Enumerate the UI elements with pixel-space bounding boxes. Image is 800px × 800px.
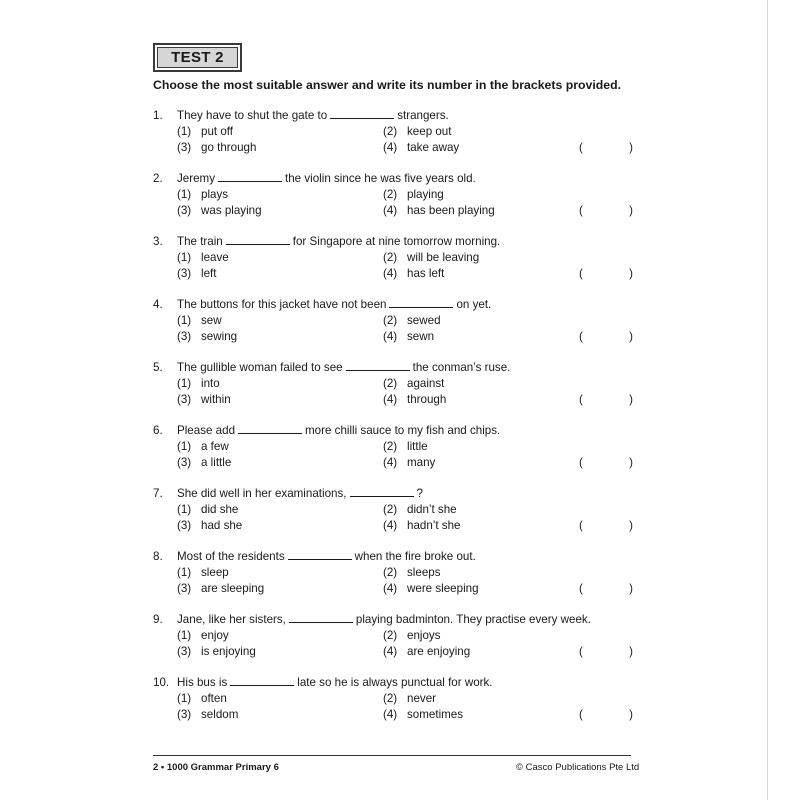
option-number: (4) [383, 708, 398, 721]
stem-after-blank: for Singapore at nine tomorrow morning. [292, 235, 501, 248]
option-3 [177, 141, 256, 154]
option-3 [177, 393, 231, 406]
answer-blank [289, 613, 353, 623]
stem-before-blank: Most of the residents [177, 550, 285, 563]
option-1 [177, 503, 238, 516]
answer-blank [330, 109, 394, 119]
option-text: within [201, 393, 231, 406]
question-number: 2. [153, 172, 163, 185]
question-stem [177, 235, 500, 248]
left-bracket: ( [579, 645, 583, 658]
option-number: (3) [177, 456, 192, 469]
right-bracket: ) [629, 141, 633, 154]
stem-after-blank: more chilli sauce to my fish and chips. [305, 424, 501, 437]
option-1 [177, 566, 229, 579]
option-number: (3) [177, 330, 192, 343]
option-4 [383, 519, 461, 532]
option-number: (2) [383, 692, 398, 705]
option-number: (2) [383, 251, 398, 264]
option-number: (4) [383, 204, 398, 217]
option-text: are sleeping [201, 582, 265, 595]
question-stem [177, 613, 591, 626]
option-1 [177, 251, 229, 264]
option-text: put off [201, 125, 234, 138]
question-item [0, 676, 800, 740]
question-item [0, 298, 800, 362]
stem-after-blank: the violin since he was five years old. [285, 172, 476, 185]
option-number: (4) [383, 645, 398, 658]
option-text: often [201, 692, 227, 705]
option-text: seldom [201, 708, 239, 721]
option-1 [177, 440, 229, 453]
option-3 [177, 582, 264, 595]
question-stem [177, 487, 423, 500]
left-bracket: ( [579, 456, 583, 469]
option-4 [383, 582, 479, 595]
option-4 [383, 204, 495, 217]
option-2 [383, 314, 441, 327]
option-1 [177, 188, 228, 201]
option-number: (4) [383, 267, 398, 280]
option-text: didn’t she [407, 503, 457, 516]
option-number: (1) [177, 503, 192, 516]
question-number: 7. [153, 487, 163, 500]
stem-before-blank: Jeremy [177, 172, 216, 185]
question-number: 10. [153, 676, 170, 689]
option-number: (1) [177, 314, 192, 327]
left-bracket: ( [579, 204, 583, 217]
option-number: (2) [383, 188, 398, 201]
right-bracket: ) [629, 393, 633, 406]
option-number: (2) [383, 503, 398, 516]
question-stem [177, 361, 510, 374]
right-bracket: ) [629, 582, 633, 595]
stem-after-blank: playing badminton. They practise every week. [355, 613, 591, 626]
option-text: hadn’t she [407, 519, 461, 532]
option-text: keep out [407, 125, 452, 138]
option-number: (1) [177, 566, 192, 579]
option-3 [177, 267, 216, 280]
stem-before-blank: Jane, like her sisters, [177, 613, 286, 626]
stem-after-blank: the conman’s ruse. [412, 361, 511, 374]
right-bracket: ) [629, 330, 633, 343]
footer-divider [153, 755, 631, 756]
option-2 [383, 125, 451, 138]
option-text: sewn [407, 330, 435, 343]
stem-after-blank: on yet. [456, 298, 492, 311]
option-number: (3) [177, 708, 192, 721]
stem-after-blank: late so he is always punctual for work. [297, 676, 493, 689]
left-bracket: ( [579, 582, 583, 595]
option-number: (1) [177, 692, 192, 705]
question-item [0, 487, 800, 551]
option-text: little [407, 440, 428, 453]
option-number: (1) [177, 251, 192, 264]
option-number: (3) [177, 582, 192, 595]
option-number: (1) [177, 377, 192, 390]
question-number: 6. [153, 424, 163, 437]
answer-blank [226, 235, 290, 245]
answer-blank [230, 676, 294, 686]
option-text: enjoy [201, 629, 229, 642]
option-2 [383, 251, 479, 264]
option-2 [383, 188, 444, 201]
stem-before-blank: The buttons for this jacket have not been [177, 298, 387, 311]
option-text: are enjoying [407, 645, 471, 658]
option-number: (4) [383, 393, 398, 406]
option-4 [383, 393, 446, 406]
instruction-text: Choose the most suitable answer and write its number in the brackets provided. [153, 78, 622, 92]
left-bracket: ( [579, 141, 583, 154]
question-item [0, 550, 800, 614]
question-number: 3. [153, 235, 163, 248]
stem-after-blank: strangers. [397, 109, 449, 122]
option-number: (4) [383, 519, 398, 532]
option-text: has been playing [407, 204, 495, 217]
question-item [0, 361, 800, 425]
option-2 [383, 629, 441, 642]
right-bracket: ) [629, 519, 633, 532]
option-text: sewing [201, 330, 238, 343]
option-number: (3) [177, 204, 192, 217]
stem-before-blank: The gullible woman failed to see [177, 361, 343, 374]
right-bracket: ) [629, 456, 633, 469]
question-item [0, 613, 800, 677]
option-text: many [407, 456, 436, 469]
option-number: (2) [383, 440, 398, 453]
option-number: (3) [177, 645, 192, 658]
option-1 [177, 629, 229, 642]
option-number: (4) [383, 582, 398, 595]
option-text: take away [407, 141, 460, 154]
answer-blank [288, 550, 352, 560]
right-bracket: ) [629, 708, 633, 721]
question-stem [177, 172, 476, 185]
option-text: did she [201, 503, 239, 516]
right-bracket: ) [629, 267, 633, 280]
right-bracket: ) [629, 204, 633, 217]
option-text: were sleeping [407, 582, 479, 595]
option-4 [383, 330, 434, 343]
answer-blank [238, 424, 302, 434]
option-text: sew [201, 314, 222, 327]
stem-before-blank: Please add [177, 424, 236, 437]
answer-blank [350, 487, 414, 497]
question-item [0, 172, 800, 236]
option-text: enjoys [407, 629, 441, 642]
question-number: 8. [153, 550, 163, 563]
option-4 [383, 267, 444, 280]
stem-after-blank: when the fire broke out. [354, 550, 476, 563]
option-text: a little [201, 456, 232, 469]
question-item [0, 235, 800, 299]
answer-blank [389, 298, 453, 308]
answer-blank [346, 361, 410, 371]
option-text: through [407, 393, 447, 406]
option-text: sleeps [407, 566, 441, 579]
option-3 [177, 204, 262, 217]
option-text: against [407, 377, 445, 390]
option-number: (2) [383, 629, 398, 642]
option-1 [177, 377, 220, 390]
option-number: (3) [177, 393, 192, 406]
option-4 [383, 456, 435, 469]
option-number: (2) [383, 377, 398, 390]
option-text: go through [201, 141, 257, 154]
option-text: sleep [201, 566, 229, 579]
option-2 [383, 566, 441, 579]
left-bracket: ( [579, 708, 583, 721]
right-bracket: ) [629, 645, 633, 658]
question-stem [177, 676, 493, 689]
question-number: 9. [153, 613, 163, 626]
option-text: is enjoying [201, 645, 256, 658]
option-number: (2) [383, 566, 398, 579]
option-text: leave [201, 251, 229, 264]
option-text: will be leaving [407, 251, 480, 264]
option-text: plays [201, 188, 229, 201]
option-1 [177, 125, 233, 138]
option-text: had she [201, 519, 243, 532]
stem-before-blank: She did well in her examinations, [177, 487, 347, 500]
option-number: (1) [177, 125, 192, 138]
option-number: (4) [383, 330, 398, 343]
option-number: (4) [383, 141, 398, 154]
option-number: (3) [177, 267, 192, 280]
left-bracket: ( [579, 330, 583, 343]
option-1 [177, 314, 222, 327]
option-number: (1) [177, 188, 192, 201]
question-number: 4. [153, 298, 163, 311]
stem-after-blank: ? [416, 487, 423, 500]
question-number: 5. [153, 361, 163, 374]
option-text: sewed [407, 314, 441, 327]
option-text: sometimes [407, 708, 464, 721]
option-3 [177, 645, 256, 658]
option-number: (2) [383, 314, 398, 327]
option-text: a few [201, 440, 229, 453]
left-bracket: ( [579, 267, 583, 280]
option-4 [383, 645, 470, 658]
footer-copyright: © Casco Publications Pte Ltd [516, 762, 640, 773]
option-2 [383, 440, 428, 453]
question-stem [177, 424, 500, 437]
left-bracket: ( [579, 393, 583, 406]
option-3 [177, 519, 242, 532]
option-number: (3) [177, 141, 192, 154]
option-number: (3) [177, 519, 192, 532]
stem-before-blank: They have to shut the gate to [177, 109, 328, 122]
question-stem [177, 550, 476, 563]
question-stem [177, 298, 491, 311]
option-text: never [407, 692, 437, 705]
option-4 [383, 708, 463, 721]
footer-page-info: 2 • 1000 Grammar Primary 6 [153, 762, 279, 773]
option-number: (1) [177, 629, 192, 642]
question-number: 1. [153, 109, 163, 122]
option-number: (2) [383, 125, 398, 138]
answer-blank [218, 172, 282, 182]
option-text: was playing [201, 204, 262, 217]
stem-before-blank: His bus is [177, 676, 228, 689]
option-text: left [201, 267, 217, 280]
option-text: into [201, 377, 220, 390]
option-3 [177, 708, 238, 721]
option-1 [177, 692, 227, 705]
option-text: playing [407, 188, 444, 201]
option-3 [177, 456, 231, 469]
option-3 [177, 330, 237, 343]
question-item [0, 424, 800, 488]
option-number: (1) [177, 440, 192, 453]
stem-before-blank: The train [177, 235, 223, 248]
test-title-box [153, 43, 242, 72]
option-2 [383, 503, 457, 516]
option-text: has left [407, 267, 445, 280]
question-stem [177, 109, 449, 122]
left-bracket: ( [579, 519, 583, 532]
option-2 [383, 377, 444, 390]
option-2 [383, 692, 436, 705]
test-title: TEST 2 [171, 49, 224, 66]
question-item [0, 109, 800, 173]
option-4 [383, 141, 459, 154]
option-number: (4) [383, 456, 398, 469]
